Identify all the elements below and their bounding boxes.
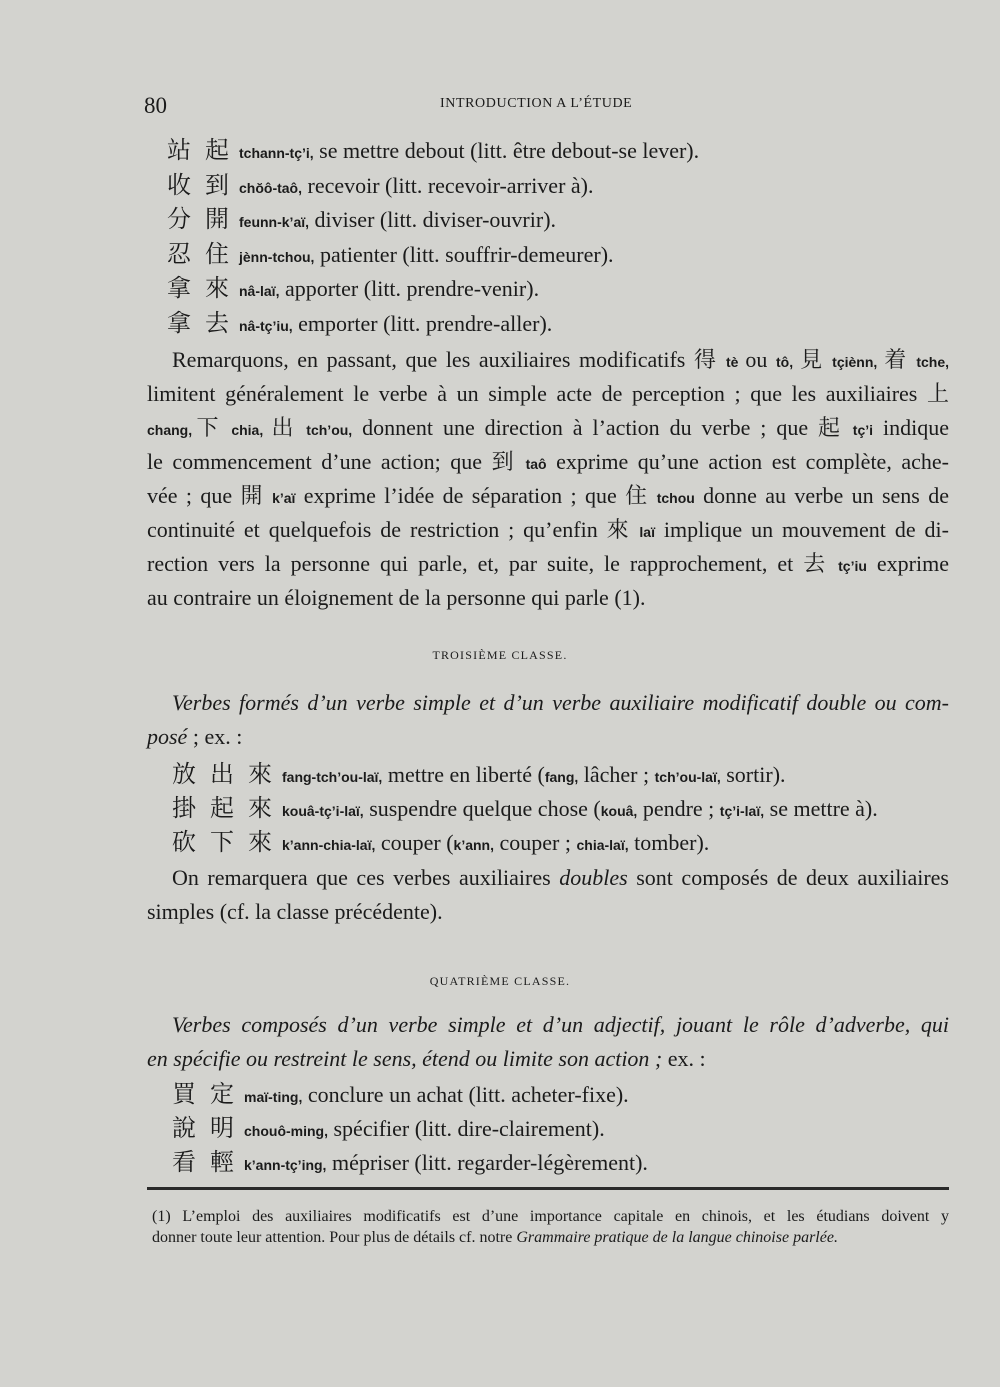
paragraph-line: limitent généralement le verbe à un simple acte de perception ; que les auxiliaires 上 <box>147 381 949 406</box>
example-line: 說 明 chouô-ming, spécifier (litt. dire-clairement). <box>172 1116 605 1142</box>
footnote-rule <box>147 1187 949 1190</box>
example-line: 忍 住 jènn-tchou, patienter (litt. souffrir-demeurer). <box>167 242 614 268</box>
example-line: 看 輕 k’ann-tç’ing, mépriser (litt. regarder-légèrement). <box>172 1150 648 1176</box>
page-number: 80 <box>144 93 167 118</box>
note-line: simples (cf. la classe précédente). <box>147 899 443 924</box>
footnote-line: (1) L’emploi des auxiliaires modificatifs est d’une importance capitale en chinois, et les étudians doivent y <box>152 1208 949 1225</box>
footnote-line: donner toute leur attention. Pour plus de détails cf. notre Grammaire pratique de la langue chinoise parlée. <box>152 1229 838 1246</box>
paragraph-line: Remarquons, en passant, que les auxiliaires modificatifs 得 tè ou tô, 見 tçiènn, 着 tche, <box>172 347 949 372</box>
example-line: 拿 去 nâ-tç’iu, emporter (litt. prendre-aller). <box>167 311 553 337</box>
running-title: INTRODUCTION A L’ÉTUDE <box>440 96 633 111</box>
section-intro: Verbes composés d’un verbe simple et d’un adjectif, jouant le rôle d’adverbe, qui <box>172 1012 949 1037</box>
paragraph-line: continuité et quelquefois de restriction ; qu’enfin 來 laï implique un mouvement de di- <box>147 517 949 542</box>
section-intro: en spécifie ou restreint le sens, étend ou limite son action ; ex. : <box>147 1046 706 1071</box>
section-intro: posé ; ex. : <box>147 724 243 749</box>
example-line: 拿 來 nâ-laï, apporter (litt. prendre-venir). <box>167 276 540 302</box>
paragraph-line: chang,下 chia, 出 tch’ou, donnent une direction à l’action du verbe ; que 起 tç’i indique <box>147 415 949 440</box>
example-line: 掛 起 來 kouâ-tç’i-laï, suspendre quelque chose (kouâ, pendre ; tç’i-laï, se mettre à). <box>172 796 878 822</box>
example-line: 收 到 chŏô-taô, recevoir (litt. recevoir-arriver à). <box>167 173 594 199</box>
section-heading-troisieme: TROISIÈME CLASSE. <box>432 648 568 662</box>
section-intro: Verbes formés d’un verbe simple et d’un verbe auxiliaire modificatif double ou com- <box>172 690 949 715</box>
example-line: 分 開 feunn-k’aï, diviser (litt. diviser-ouvrir). <box>167 207 557 233</box>
section-heading-quatrieme: QUATRIÈME CLASSE. <box>429 974 571 988</box>
example-line: 砍 下 來 k’ann-chia-laï, couper (k’ann, couper ; chia-laï, tomber). <box>172 830 710 856</box>
example-line: 站 起 tchann-tç’i, se mettre debout (litt. être debout-se lever). <box>167 138 700 164</box>
paragraph-line: le commencement d’une action; que 到 taô exprime qu’une action est complète, ache- <box>147 449 949 474</box>
paragraph-line: rection vers la personne qui parle, et, par suite, le rapprochement, et 去 tç’iu exprime <box>147 551 949 576</box>
paragraph-line: au contraire un éloignement de la personne qui parle (1). <box>147 585 646 610</box>
paragraph-line: vée ; que 開 k’aï exprime l’idée de séparation ; que 住 tchou donne au verbe un sens de <box>147 483 949 508</box>
note-line: On remarquera que ces verbes auxiliaires doubles sont composés de deux auxiliaires <box>172 865 949 890</box>
example-line: 放 出 來 fang-tch’ou-laï, mettre en liberté (fang, lâcher ; tch’ou-laï, sortir). <box>172 762 786 788</box>
example-line: 買 定 maï-ting, conclure un achat (litt. acheter-fixe). <box>172 1082 629 1108</box>
